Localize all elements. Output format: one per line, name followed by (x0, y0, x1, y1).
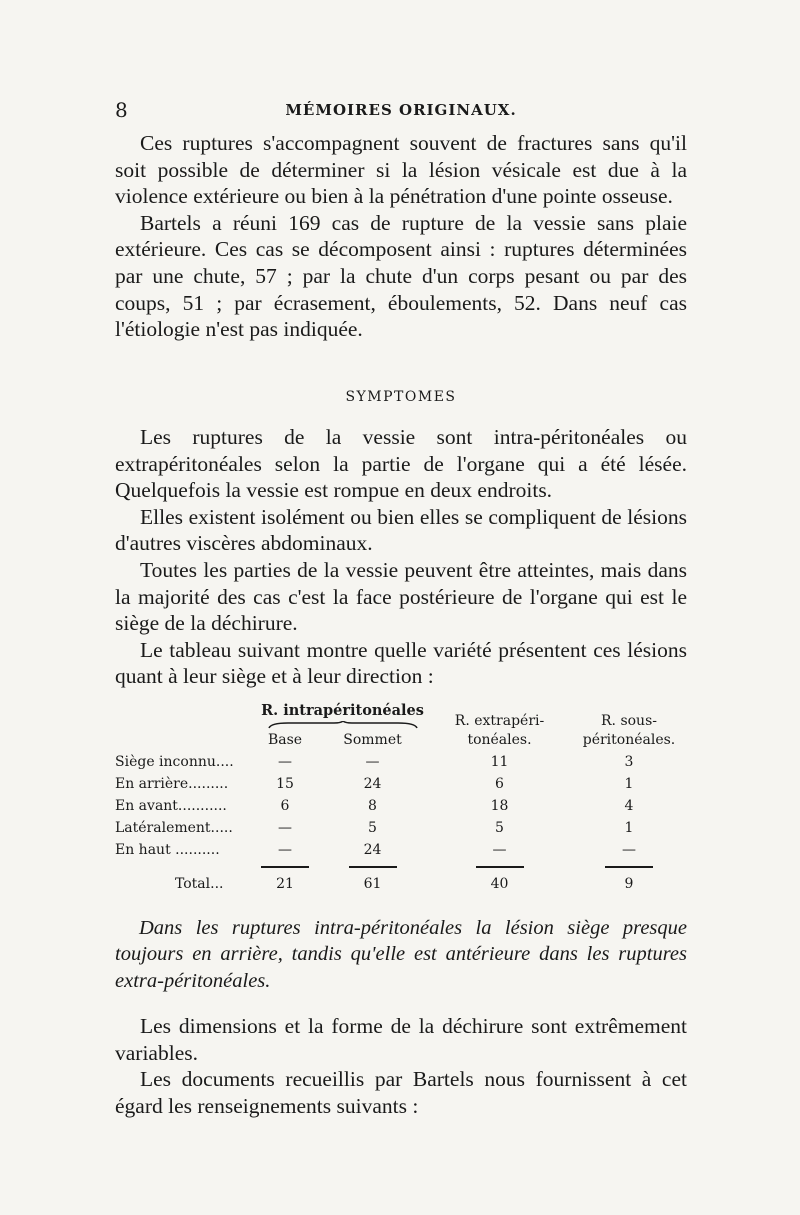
cell-sous: 4 (624, 798, 634, 814)
cell-extra: 11 (490, 754, 509, 770)
intro-text (115, 130, 687, 343)
cell-sommet: 24 (363, 776, 382, 792)
cell-sommet: — (365, 754, 380, 770)
row-label: Latéralement..... (115, 820, 233, 836)
cell-sommet: 5 (368, 820, 377, 836)
sum-rule (261, 866, 309, 868)
cell-sous: 1 (624, 776, 634, 792)
header-extra-line1: R. extrapéri- (454, 713, 545, 729)
table-sum-rule-row (115, 861, 689, 873)
cell-extra: — (492, 842, 507, 858)
group-label-intra: R. intrapéritonéales (261, 702, 424, 719)
header-sous-line1: R. sous- (601, 713, 657, 729)
cell-base: — (278, 842, 292, 858)
header-base: Base (267, 732, 303, 748)
cell-sous: 3 (624, 754, 634, 770)
cell-base: — (278, 754, 292, 770)
total-base: 21 (276, 876, 294, 892)
header-sous-line2: péritonéales. (582, 732, 676, 748)
table-group-header-row (115, 702, 689, 729)
table-total-row (115, 873, 689, 895)
row-label: Siège inconnu.... (115, 754, 234, 770)
brace-icon (268, 721, 418, 729)
cell-sommet: 24 (363, 842, 382, 858)
total-label: Total... (175, 876, 224, 892)
cell-extra: 18 (490, 798, 509, 814)
cell-extra: 5 (495, 820, 504, 836)
row-label: En haut .......... (115, 842, 220, 858)
group-header-intra (255, 702, 430, 729)
table-row (115, 817, 689, 839)
italic-summary-text: Dans les ruptures intra-péritonéales la lésion siège presque toujours en arrière, tandis qu'elle est antérieure dans les ruptures extra-péritonéales. (115, 917, 687, 992)
total-sommet: 61 (363, 876, 382, 892)
total-extra: 40 (490, 876, 509, 892)
paragraph-table-intro: Le tableau suivant montre quelle variété présentent ces lésions quant à leur siège et à leur direction : (115, 637, 687, 689)
header-extra-line2: tonéales. (467, 732, 532, 748)
sum-rule (349, 866, 397, 868)
section-heading-symptomes: SYMPTOMES (345, 389, 457, 405)
header-sommet: Sommet (343, 732, 402, 748)
table-column-header-row (115, 729, 689, 751)
sum-rule (476, 866, 524, 868)
cell-extra: 6 (495, 776, 504, 792)
paragraph-documents: Les documents recueillis par Bartels nous fournissent à cet égard les renseignements suivants : (115, 1067, 687, 1118)
row-label: En arrière......... (115, 776, 229, 792)
table-row (115, 839, 689, 861)
sum-rule (605, 866, 653, 868)
cell-sous: 1 (624, 820, 634, 836)
paragraph-isolated: Elles existent isolément ou bien elles se compliquent de lésions d'autres viscères abdominaux. (115, 504, 687, 556)
paragraph-fractures: Ces ruptures s'accompagnent souvent de fractures sans qu'il soit possible de déterminer si la lésion vésicale est due à la violence extérieure ou bien à la pénétration d'une pointe osseuse. (115, 131, 687, 209)
running-title: MÉMOIRES ORIGINAUX. (285, 101, 517, 119)
total-sous: 9 (624, 876, 634, 892)
italic-summary (115, 915, 687, 994)
paragraph-posterior-face: Toutes les parties de la vessie peuvent être atteintes, mais dans la majorité des cas c'est la face postérieure de l'organe qui est le siège de la déchirure. (115, 557, 687, 636)
row-label: En avant........... (115, 798, 227, 814)
table-row (115, 751, 689, 773)
symptoms-text (115, 424, 687, 690)
table-row (115, 773, 689, 795)
table-row (115, 795, 689, 817)
cell-sommet: 8 (368, 798, 377, 814)
page-number: 8 (115, 98, 128, 122)
paragraph-intra-extra: Les ruptures de la vessie sont intra-péritonéales ou extrapéritonéales selon la partie de l'organe qui a été lésée. Quelquefois la vessie est rompue en deux endroits. (115, 425, 687, 503)
cell-base: — (278, 820, 292, 836)
cell-base: 6 (280, 798, 290, 814)
page-header (115, 98, 687, 122)
paragraph-bartels-cases: Bartels a réuni 169 cas de rupture de la vessie sans plaie extérieure. Ces cas se décomposent ainsi : ruptures déterminées par une chute, 57 ; par la chute d'un corps pesant ou par des coups, 51 ; par écrasement, éboulements, 52. Dans neuf cas l'étiologie n'est pas indiquée. (115, 210, 687, 342)
rupture-location-table (115, 702, 689, 895)
cell-sous: — (622, 842, 636, 858)
closing-text (115, 1013, 687, 1119)
cell-base: 15 (276, 776, 294, 792)
paragraph-dimensions: Les dimensions et la forme de la déchirure sont extrêmement variables. (115, 1014, 687, 1065)
